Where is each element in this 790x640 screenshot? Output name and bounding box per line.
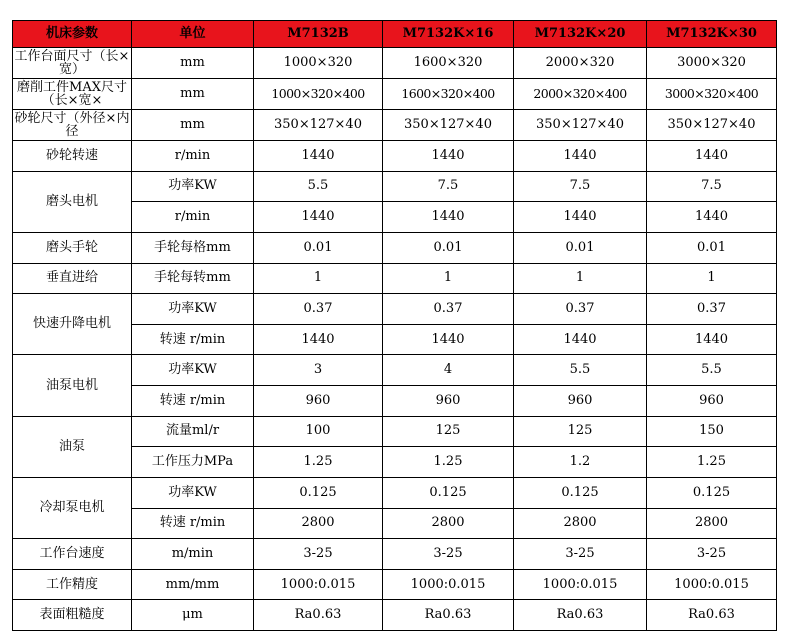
unit-cell: 功率KW bbox=[132, 294, 254, 325]
param-cell: 磨削工件MAX尺寸（长×宽× bbox=[13, 79, 132, 110]
value-cell: 2000×320 bbox=[514, 48, 647, 79]
value-cell: 350×127×40 bbox=[514, 110, 647, 141]
value-cell: 0.01 bbox=[254, 232, 383, 263]
table-row bbox=[13, 48, 777, 79]
value-cell: 1440 bbox=[647, 324, 777, 355]
value-cell: 3-25 bbox=[514, 539, 647, 570]
header-model-m7132k20: M7132K×20 bbox=[514, 21, 647, 48]
value-cell: 1440 bbox=[647, 141, 777, 172]
value-cell: 100 bbox=[254, 416, 383, 447]
value-cell: Ra0.63 bbox=[254, 600, 383, 631]
unit-cell: 功率KW bbox=[132, 477, 254, 508]
table-row bbox=[13, 79, 777, 110]
value-cell: 3 bbox=[254, 355, 383, 386]
value-cell: 0.01 bbox=[647, 232, 777, 263]
value-cell: 5.5 bbox=[254, 171, 383, 202]
value-cell: 0.125 bbox=[647, 477, 777, 508]
unit-cell: mm/mm bbox=[132, 569, 254, 600]
table-row bbox=[13, 232, 777, 263]
value-cell: 2800 bbox=[514, 508, 647, 539]
value-cell: 150 bbox=[647, 416, 777, 447]
value-cell: 5.5 bbox=[647, 355, 777, 386]
value-cell: 1440 bbox=[647, 202, 777, 233]
value-cell: 2800 bbox=[647, 508, 777, 539]
value-cell: 2800 bbox=[383, 508, 514, 539]
value-cell: Ra0.63 bbox=[383, 600, 514, 631]
value-cell: 1440 bbox=[383, 324, 514, 355]
value-cell: 3-25 bbox=[647, 539, 777, 570]
value-cell: 350×127×40 bbox=[647, 110, 777, 141]
value-cell: 1600×320×400 bbox=[383, 79, 514, 110]
value-cell: 1 bbox=[383, 263, 514, 294]
value-cell: 3000×320×400 bbox=[647, 79, 777, 110]
value-cell: 1000×320×400 bbox=[254, 79, 383, 110]
param-cell: 冷却泵电机 bbox=[13, 477, 132, 538]
value-cell: 1 bbox=[647, 263, 777, 294]
table-row bbox=[13, 600, 777, 631]
header-param: 机床参数 bbox=[13, 21, 132, 48]
value-cell: 5.5 bbox=[514, 355, 647, 386]
unit-cell: 转速 r/min bbox=[132, 508, 254, 539]
value-cell: 3-25 bbox=[254, 539, 383, 570]
value-cell: 3-25 bbox=[383, 539, 514, 570]
value-cell: 960 bbox=[514, 386, 647, 417]
unit-cell: 转速 r/min bbox=[132, 324, 254, 355]
value-cell: 0.125 bbox=[383, 477, 514, 508]
value-cell: 350×127×40 bbox=[383, 110, 514, 141]
value-cell: 1000:0.015 bbox=[254, 569, 383, 600]
table-row bbox=[13, 477, 777, 508]
param-cell: 磨头电机 bbox=[13, 171, 132, 232]
table-row bbox=[13, 416, 777, 447]
table-row bbox=[13, 110, 777, 141]
value-cell: 960 bbox=[254, 386, 383, 417]
value-cell: 7.5 bbox=[514, 171, 647, 202]
value-cell: 1440 bbox=[514, 141, 647, 172]
table-row bbox=[13, 294, 777, 325]
value-cell: 1 bbox=[254, 263, 383, 294]
table-row bbox=[13, 355, 777, 386]
spec-table bbox=[12, 20, 777, 631]
table-row bbox=[13, 171, 777, 202]
value-cell: 0.125 bbox=[254, 477, 383, 508]
param-cell: 磨头手轮 bbox=[13, 232, 132, 263]
value-cell: 960 bbox=[647, 386, 777, 417]
param-cell: 快速升降电机 bbox=[13, 294, 132, 355]
value-cell: 1600×320 bbox=[383, 48, 514, 79]
value-cell: 1440 bbox=[254, 202, 383, 233]
unit-cell: μm bbox=[132, 600, 254, 631]
param-cell: 垂直进给 bbox=[13, 263, 132, 294]
value-cell: 0.37 bbox=[647, 294, 777, 325]
value-cell: Ra0.63 bbox=[514, 600, 647, 631]
value-cell: 1000:0.015 bbox=[383, 569, 514, 600]
table-row bbox=[13, 263, 777, 294]
param-cell: 砂轮转速 bbox=[13, 141, 132, 172]
value-cell: 0.37 bbox=[514, 294, 647, 325]
header-model-m7132k30: M7132K×30 bbox=[647, 21, 777, 48]
value-cell: 7.5 bbox=[647, 171, 777, 202]
value-cell: 1440 bbox=[383, 202, 514, 233]
unit-cell: 手轮每格mm bbox=[132, 232, 254, 263]
unit-cell: 功率KW bbox=[132, 171, 254, 202]
value-cell: 1000:0.015 bbox=[647, 569, 777, 600]
value-cell: 7.5 bbox=[383, 171, 514, 202]
unit-cell: 转速 r/min bbox=[132, 386, 254, 417]
value-cell: 1.25 bbox=[383, 447, 514, 478]
table-row bbox=[13, 569, 777, 600]
value-cell: 1.25 bbox=[254, 447, 383, 478]
value-cell: 1440 bbox=[254, 324, 383, 355]
value-cell: Ra0.63 bbox=[647, 600, 777, 631]
value-cell: 960 bbox=[383, 386, 514, 417]
unit-cell: 功率KW bbox=[132, 355, 254, 386]
unit-cell: mm bbox=[132, 79, 254, 110]
value-cell: 1000×320 bbox=[254, 48, 383, 79]
table-row bbox=[13, 539, 777, 570]
value-cell: 125 bbox=[383, 416, 514, 447]
value-cell: 1 bbox=[514, 263, 647, 294]
table-row bbox=[13, 141, 777, 172]
value-cell: 1440 bbox=[514, 324, 647, 355]
unit-cell: 工作压力MPa bbox=[132, 447, 254, 478]
value-cell: 1.2 bbox=[514, 447, 647, 478]
param-cell: 油泵 bbox=[13, 416, 132, 477]
param-cell: 工作台速度 bbox=[13, 539, 132, 570]
value-cell: 1.25 bbox=[647, 447, 777, 478]
param-cell: 表面粗糙度 bbox=[13, 600, 132, 631]
param-cell: 工作台面尺寸（长×宽） bbox=[13, 48, 132, 79]
unit-cell: mm bbox=[132, 110, 254, 141]
param-cell: 工作精度 bbox=[13, 569, 132, 600]
value-cell: 1440 bbox=[514, 202, 647, 233]
value-cell: 0.37 bbox=[383, 294, 514, 325]
value-cell: 2000×320×400 bbox=[514, 79, 647, 110]
value-cell: 0.01 bbox=[514, 232, 647, 263]
unit-cell: 手轮每转mm bbox=[132, 263, 254, 294]
value-cell: 2800 bbox=[254, 508, 383, 539]
value-cell: 125 bbox=[514, 416, 647, 447]
unit-cell: 流量ml/r bbox=[132, 416, 254, 447]
unit-cell: mm bbox=[132, 48, 254, 79]
header-model-m7132k16: M7132K×16 bbox=[383, 21, 514, 48]
value-cell: 1440 bbox=[254, 141, 383, 172]
value-cell: 3000×320 bbox=[647, 48, 777, 79]
value-cell: 0.125 bbox=[514, 477, 647, 508]
header-model-m7132b: M7132B bbox=[254, 21, 383, 48]
header-row bbox=[13, 21, 777, 48]
value-cell: 4 bbox=[383, 355, 514, 386]
value-cell: 350×127×40 bbox=[254, 110, 383, 141]
unit-cell: r/min bbox=[132, 202, 254, 233]
value-cell: 1000:0.015 bbox=[514, 569, 647, 600]
value-cell: 0.37 bbox=[254, 294, 383, 325]
value-cell: 0.01 bbox=[383, 232, 514, 263]
unit-cell: m/min bbox=[132, 539, 254, 570]
param-cell: 油泵电机 bbox=[13, 355, 132, 416]
unit-cell: r/min bbox=[132, 141, 254, 172]
header-unit: 单位 bbox=[132, 21, 254, 48]
value-cell: 1440 bbox=[383, 141, 514, 172]
param-cell: 砂轮尺寸（外径×内径 bbox=[13, 110, 132, 141]
